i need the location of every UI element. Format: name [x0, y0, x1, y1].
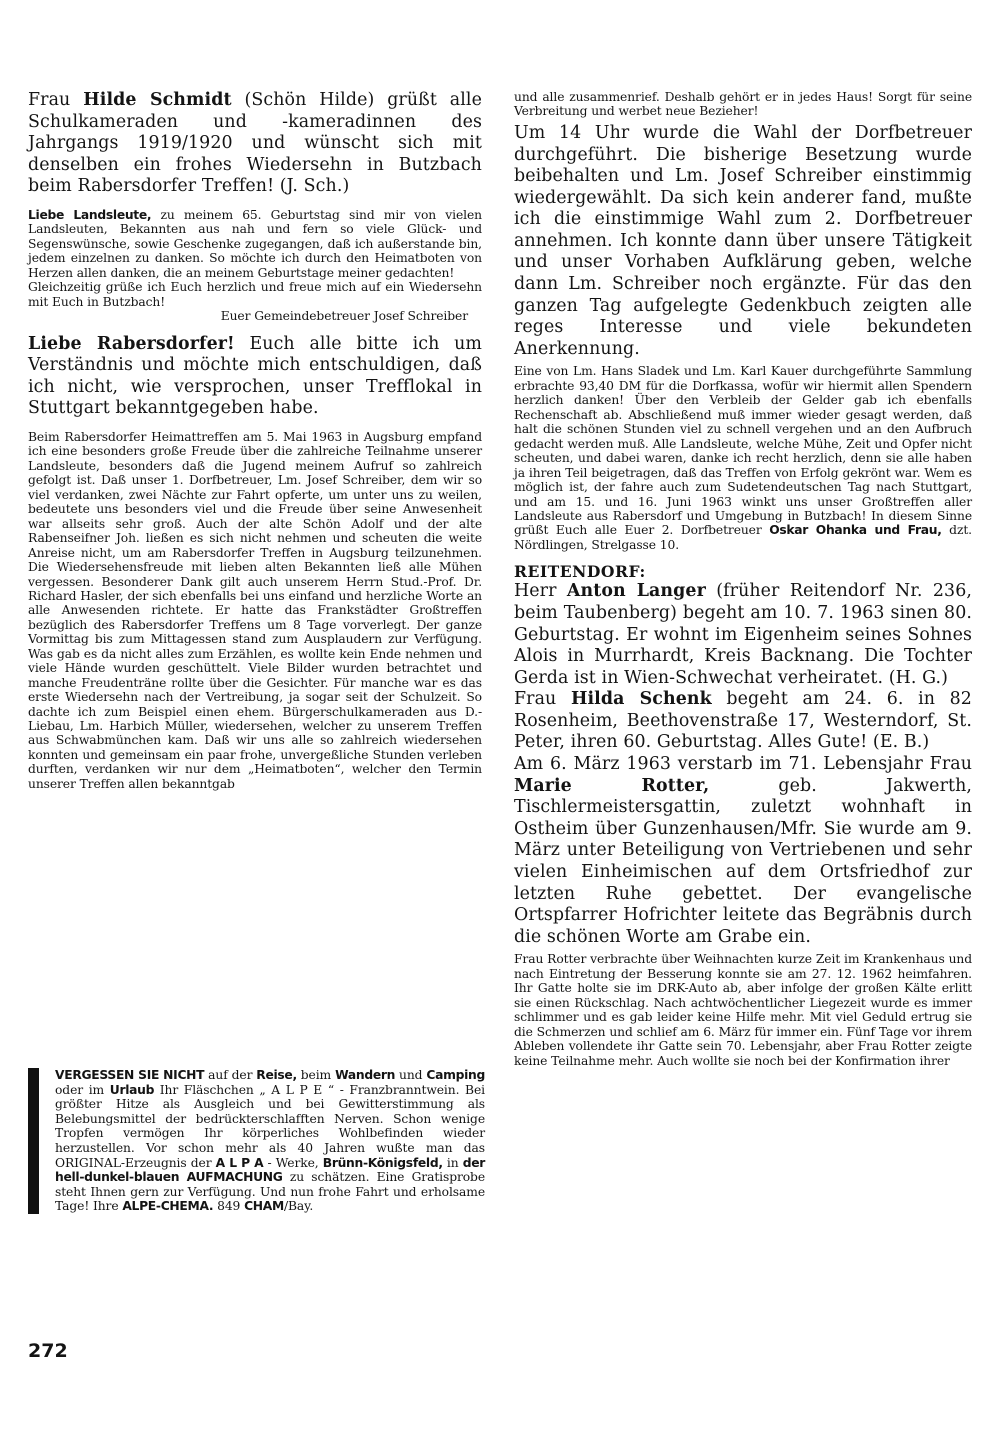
greeting-hilde-schmidt: Frau Hilde Schmidt (Schön Hilde) grüßt alle Schulkameraden und -kameradinnen des Jahrgangs 1919/1920 und wünscht sich mit denselben ein frohes Wiedersehn in Butzbach beim Rabersdorfer Treffen! (J. Sch.) — [28, 90, 482, 197]
person-name: Anton Langer — [566, 581, 706, 602]
apology-paragraph: Liebe Rabersdorfer! Euch alle bitte ich um Verständnis und möchte mich entschuldigen, daß ich nicht, wie versprochen, unser Trefflokal in Stuttgart bekanntgegeben habe. — [28, 333, 482, 419]
advertisement-text: VERGESSEN SIE NICHT auf der Reise, beim Wandern und Camping oder im Urlaub Ihr Fläschchen „ A L P E “ - Franzbranntwein. Bei größter Hitze als Ausgleich und bei Gewitterstimmung als Belebungsmittel der bedrückterschlafften Nerven. Schon wenige Tropfen vermögen Ihr körperliches Wohlbefinden wieder herzustellen. Vor schon mehr als 40 Jahren wußte man das ORIGINAL-Erzeugnis der A L P A - Werke, Brünn-Königsfeld, in der hell-dunkel-blauen AUFMACHUNG zu schätzen. Eine Gratisprobe steht Ihnen gern zur Verfügung. Und nun frohe Fahrt und erholsame Tage! Ihre ALPE-CHEMA. 849 CHAM/Bay. — [55, 1068, 486, 1214]
section-heading-reitendorf: REITENDORF: — [514, 562, 646, 582]
person-name: Marie Rotter, — [514, 775, 710, 796]
thanks-letter: Liebe Landsleute, zu meinem 65. Geburtstag sind mir von vielen Landsleuten, Bekannten aus nah und fern so viele Glück- und Segenswünsche, sowie Geschenke zugegangen, daß ich außerstande bin, jedem einzelnen zu danken. So möchte ich durch den Heimatboten von Herzen allen danken, die an meinem Geburtstage meiner gedachten! — [28, 207, 482, 280]
birthday-hilda-schenk: Frau Hilda Schenk begeht am 24. 6. in 82 Rosenheim, Beethovenstraße 17, Westerndorf, St. Peter, ihren 60. Geburtstag. Alles Gute! (E. B.) — [514, 689, 972, 753]
letter-salutation: Liebe Landsleute, — [28, 207, 152, 222]
advertisement-box — [28, 1068, 485, 1214]
salutation: Liebe Rabersdorfer! — [28, 333, 235, 354]
person-name: Hilda Schenk — [570, 689, 712, 710]
meeting-report: Beim Rabersdorfer Heimattreffen am 5. Mai 1963 in Augsburg empfand ich eine besonders große Freude über die zahlreiche Teilnahme unserer Landsleute, besonders daß die Jugend meinem Aufruf so zahlreich gefolgt ist. Daß unser 1. Dorfbetreuer, Lm. Josef Schreiber, dem wir so viel verdanken, zwei Nächte zur Fahrt opferte, um unter uns zu weilen, bedeutete uns besonders viel und die Freude über seine Anwesenheit war allseits sehr groß. Auch der alte Schön Adolf und der alte Rabenseifner Joh. ließen es sich nicht nehmen und scheuten die weite Anreise nicht, um am Rabersdorfer Treffen in Augsburg teilzunehmen. Die Wiedersehensfreude mit lieben alten Bekannten ließ alle Mühen vergessen. Besonderer Dank gilt auch unserem Herrn Stud.-Prof. Dr. Richard Hasler, der sich ebenfalls bei uns einfand und herzliche Worte an alle Anwesenden richtete. Er hatte das Frankstädter Großtreffen bezüglich des Rabersdorfer Treffens um 8 Tage vorverlegt. Der ganze Vormittag bis zum Mittagessen stand zum Ausplaudern zur Verfügung. Was gab es da nicht alles zum Erzählen, es wollte kein Ende nehmen und viele Hände wurden geschüttelt. Viele Bilder wurden betrachtet und manche Freudenträne rollte über die Gesichter. Für manche war es das erste Wiedersehn nach der Vertreibung, ja sogar seit der Schulzeit. So dachte ich zum Beispiel einen ehem. Bürgerschulkameraden aus D.-Liebau, Lm. Harbich Müller, wiedersehen, welcher zu unserem Treffen aus Schwabmünchen kam. Daß wir uns alle so zahlreich wiedersehen konnten und gemeinsam ein paar frohe, unvergeßliche Stunden verleben durften, verdanken wir nur dem „Heimatboten“, welcher den Termin unserer Treffen allen bekanntgab — [28, 429, 482, 791]
page-number: 272 — [28, 1340, 68, 1362]
birthday-anton-langer: Herr Anton Langer (früher Reitendorf Nr. 236, beim Taubenberg) begeht am 10. 7. 1963 sinen 80. Geburtstag. Er wohnt im Eigenheim seines Sohnes Alois in Murrhardt, Kreis Backnang. Die Tochter Gerda ist in Wien-Schwechat verheiratet. (H. G.) — [514, 581, 972, 688]
collection-paragraph: Eine von Lm. Hans Sladek und Lm. Karl Kauer durchgeführte Sammlung erbrachte 93,40 DM für die Dorfkassa, wofür wir hiermit allen Spendern herzlich danken! Über den Verbleib der Gelder gab ich ebenfalls Rechenschaft ab. Abschließend muß immer wieder gesagt werden, daß halt die schönen Stunden viel zu schnell vergehen und an den Aufbruch gedacht werden muß. Alle Landsleute, welche Mühe, Zeit und Opfer nicht scheuten, und dabei waren, danke ich recht herzlich, denn sie alle haben ja ihren Teil beigetragen, daß das Treffen von Erfolg gekrönt war. Wem es möglich ist, der fahre auch zum Sudetendeutschen Tag nach Stuttgart, und am 15. und 16. Juni 1963 winkt uns unser Großtreffen aller Landsleute aus Rabersdorf und Umgebung in Butzbach! In diesem Sinne grüßt Euch alle Euer 2. Dorfbetreuer Oskar Ohanka und Frau, dzt. Nördlingen, Strelgasse 10. — [514, 364, 972, 552]
person-name: Hilde Schmidt — [83, 90, 232, 110]
thanks-letter-closing: Gleichzeitig grüße ich Euch herzlich und freue mich auf ein Wiedersehn mit Euch in Butzbach! — [28, 280, 482, 309]
right-column — [514, 90, 972, 1068]
signature: Oskar Ohanka und Frau, — [769, 523, 942, 538]
left-column — [28, 90, 482, 791]
obituary-details: Frau Rotter verbrachte über Weihnachten kurze Zeit im Krankenhaus und nach Eintretung der Besserung konnte sie am 27. 12. 1962 heimfahren. Ihr Gatte holte sie im DRK-Auto ab, aber infolge der großen Kälte erlitt sie einen Rückschlag. Nach achtwöchentlicher Liegezeit wurde es immer schlimmer und es gab leider keine Hilfe mehr. Mit viel Geduld ertrug sie die Schmerzen und schlief am 6. März für immer ein. Fünf Tage vor ihrem Ableben vollendete ihr Gatte sein 70. Lebensjahr, aber Frau Rotter zeigte keine Teilnahme mehr. Auch wollte sie noch bei der Konfirmation ihrer — [514, 952, 972, 1068]
signature: Euer Gemeindebetreuer Josef Schreiber — [220, 309, 468, 324]
election-paragraph: Um 14 Uhr wurde die Wahl der Dorfbetreuer durchgeführt. Die bisherige Besetzung wurde beibehalten und Lm. Josef Schreiber einstimmig wiedergewählt. Da sich kein anderer fand, mußte ich die einstimmige Wahl zum 2. Dorfbetreuer annehmen. Ich konnte dann über unsere Tätigkeit und unser Vorhaben Aufklärung geben, welche dann Lm. Schreiber noch ergänzte. Für das den ganzen Tag aufgelegte Gedenkbuch zeigten alle reges Interesse und viele bekundeten Anerkennung. — [514, 122, 972, 359]
report-continuation: und alle zusammenrief. Deshalb gehört er in jedes Haus! Sorgt für seine Verbreitung und werbet neue Bezieher! — [514, 90, 972, 119]
obituary-marie-rotter: Am 6. März 1963 verstarb im 71. Lebensjahr Frau Marie Rotter, geb. Jakwerth, Tischlermeistersgattin, zuletzt wohnhaft in Ostheim über Gunzenhausen/Mfr. Sie wurde am 9. März unter Beteiligung von Vertriebenen und sehr vielen Einheimischen auf dem Ortsfriedhof zur letzten Ruhe gebettet. Der evangelische Ortspfarrer Hofrichter leitete das Begräbnis durch die schönen Worte am Grabe ein. — [514, 754, 973, 947]
